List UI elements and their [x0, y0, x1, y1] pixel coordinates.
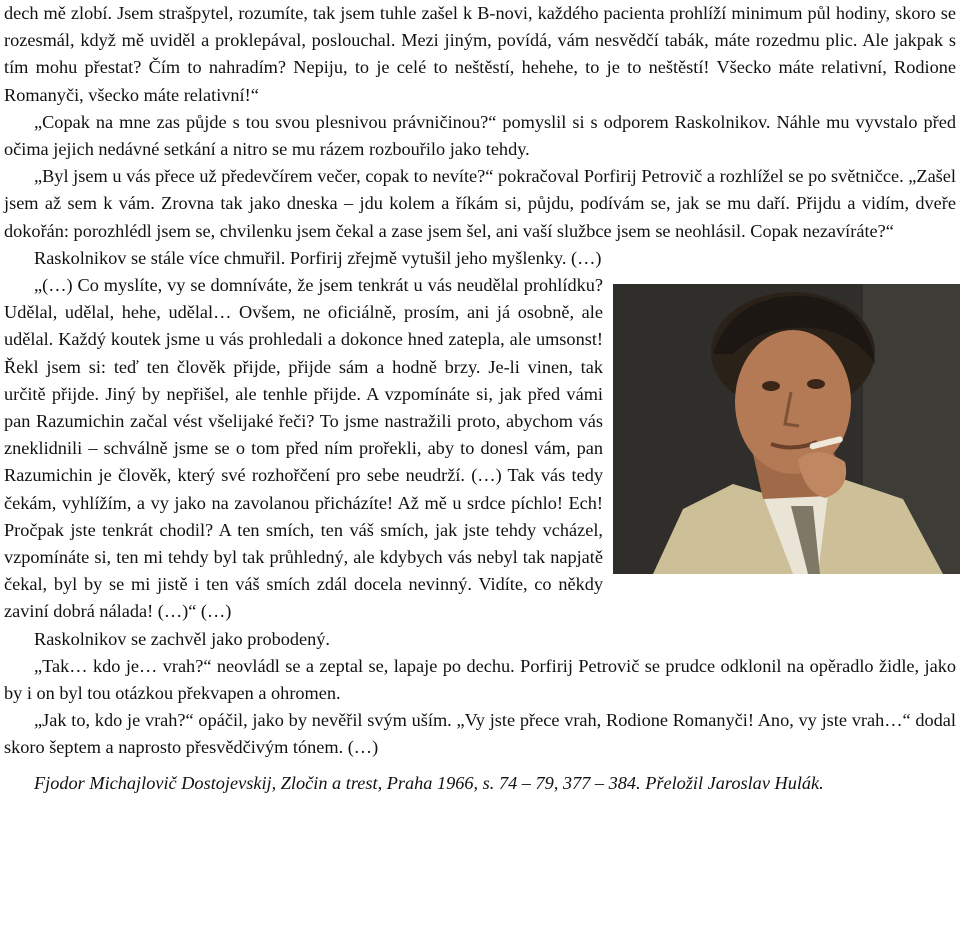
paragraph-1: dech mě zlobí. Jsem strašpytel, rozumíte, tak jsem tuhle zašel k B-novi, každého pacienta prohlíží minimum půl hodiny, skoro se rozesmál, když mě uviděl a proklepával, poslouchal. Mezi jiným, povídá, vám nesvědčí tabák, máte rozedmu plic. Ale jakpak s tím mohu přestat? Čím to nahradím? Nepiju, to je celé to neštěstí, hehehe, to je to neštěstí! Všecko máte relativní, Rodione Romanyči, všecko máte relativní!“: [4, 3, 956, 105]
paragraph-6: Raskolnikov se zachvěl jako probodený.: [34, 628, 330, 649]
paragraph-3: „Byl jsem u vás přece už předevčírem večer, copak to nevíte?“ pokračoval Porfirij Petrovič a rozhlížel se po světničce. „Zašel jsem až sem k vám. Zrovna tak jako dneska – jdu kolem a říkám si, půjdu, podívám se, jak se mu daří. Přijdu a vidím, dveře dokořán: porozhlédl jsem se, chvilenku jsem čekal a zase jsem šel, ani vaší službce jsem se neohlásil. Copak nezavíráte?“: [4, 166, 956, 241]
document-page: [4, 0, 956, 797]
paragraph-7: „Tak… kdo je… vrah?“ neovládl se a zeptal se, lapaje po dechu. Porfirij Petrovič se prudce odklonil na opěradlo židle, jako by i on byl tou otázkou překvapen a ohromen.: [4, 655, 956, 704]
paragraph-2: „Copak na mne zas půjde s tou svou plesnivou právničinou?“ pomyslil si s odporem Raskolnikov. Náhle mu vyvstalo před očima jejich nedávné setkání a nitro se mu rázem rozbouřilo jako tehdy.: [4, 111, 956, 160]
portrait-photo-icon: [613, 284, 960, 574]
paragraph-4: Raskolnikov se stále více chmuřil. Porfirij zřejmě vytušil jeho myšlenky. (…): [34, 247, 602, 268]
paragraph-5: „(…) Co myslíte, vy se domníváte, že jsem tenkrát u vás neudělal prohlídku? Udělal, udělal, hehe, udělal… Ovšem, ne oficiálně, prosím, ani já osobně, ale udělal. Každý koutek jsme u vás prohledali a dokonce hned zatepla, ale umsonst! Řekl jsem si: teď ten člověk přijde, přijde sám a hodně brzy. Je-li vinen, tak určitě přijde. Jiný by nepřišel, ale tenhle přijde. A vzpomínáte si, jak před vámi pan Razumichin začal vést všelijaké řeči? To jsme nastražili proto, abychom vás zneklidnili – schválně jsme se o tom před ním prořekli, aby to donesl vám, pan Razumichin je člověk, který své rozhořčení pro sebe neudrží. (…) Tak vás tedy čekám, vyhlížím, a vy jako na zavolanou přicházíte! Až mě u srdce píchlo! Ech! Pročpak jste tenkrát chodil? A ten smích, ten váš smích, jak jste tehdy vcházel, vzpomínáte si, ten mi tehdy byl tak průhledný, ale kdybych vás nebyl tak napjatě čekal, byl by se mi jistě i ten váš smích zdál docela nevinný. Vidíte, co někdy zaviní dobrá nálada! (…)“ (…): [4, 275, 603, 622]
paragraph-8: „Jak to, kdo je vrah?“ opáčil, jako by nevěřil svým uším. „Vy jste přece vrah, Rodione Romanyči! Ano, vy jste vrah…“ dodal skoro šeptem a naprosto přesvědčivým tónem. (…): [4, 710, 956, 758]
source-citation: Fjodor Michajlovič Dostojevskij, Zločin a trest, Praha 1966, s. 74 – 79, 377 – 384. Přeložil Jaroslav Hulák.: [34, 772, 824, 793]
